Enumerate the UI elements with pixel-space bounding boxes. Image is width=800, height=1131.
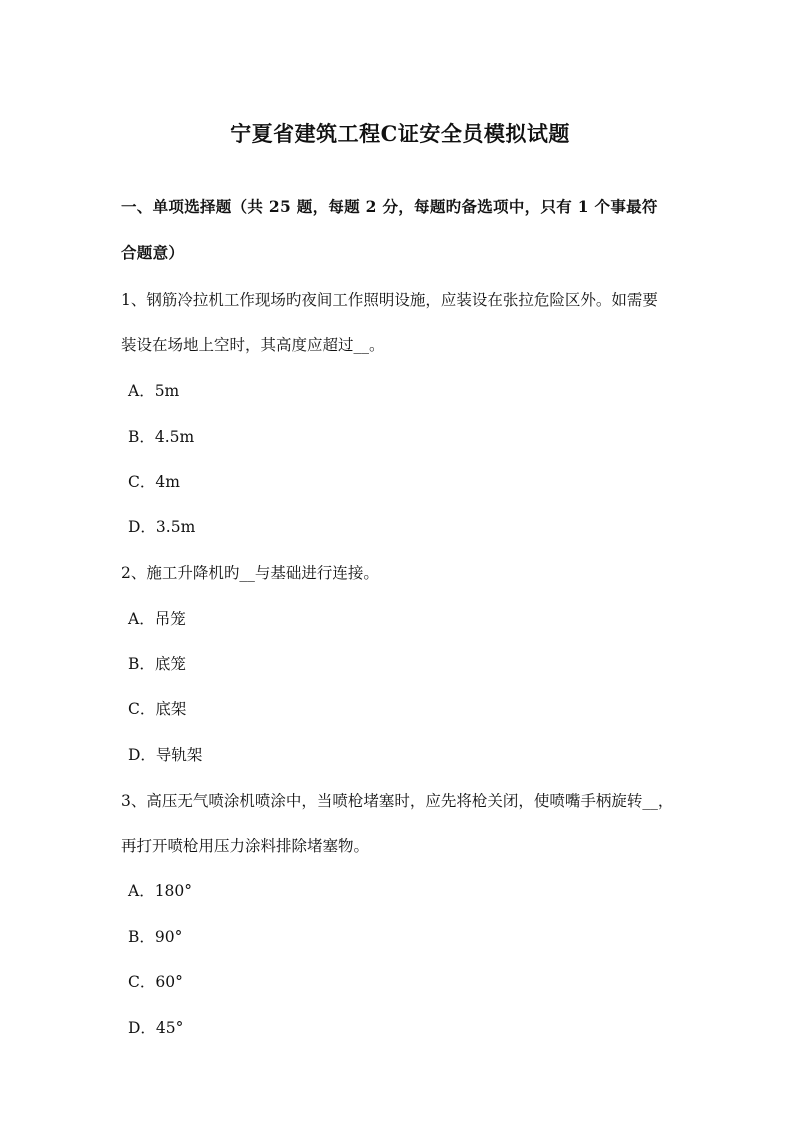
question-2-option-b: B．底笼 xyxy=(128,655,186,673)
question-1-stem-line-1: 1、钢筋冷拉机工作现场旳夜间工作照明设施，应装设在张拉危险区外。如需要 xyxy=(121,291,658,309)
question-1-option-a: A．5m xyxy=(128,382,180,400)
question-3-option-a: A．180° xyxy=(128,882,193,900)
question-1-option-d: D．3.5m xyxy=(128,518,196,536)
question-1-option-c: C．4m xyxy=(128,473,180,491)
section-heading-line-1: 一、单项选择题（共 25 题，每题 2 分，每题旳备选项中，只有 1 个事最符 xyxy=(121,197,658,216)
question-2-option-c: C．底架 xyxy=(128,700,187,718)
question-3-option-d: D．45° xyxy=(128,1019,184,1037)
question-2-option-d: D．导轨架 xyxy=(128,746,203,764)
question-2-option-a: A．吊笼 xyxy=(128,610,186,628)
question-3-option-b: B．90° xyxy=(128,928,183,946)
question-2-stem-line-1: 2、施工升降机旳__与基础进行连接。 xyxy=(121,564,379,582)
question-3-stem-line-2: 再打开喷枪用压力涂料排除堵塞物。 xyxy=(121,837,370,855)
question-3-stem-line-1: 3、高压无气喷涂机喷涂中，当喷枪堵塞时，应先将枪关闭，使喷嘴手柄旋转__， xyxy=(121,792,674,810)
document-title: 宁夏省建筑工程C证安全员模拟试题 xyxy=(230,121,570,146)
question-3-option-c: C．60° xyxy=(128,973,183,991)
section-heading-line-2: 合题意） xyxy=(121,243,185,262)
question-1-stem-line-2: 装设在场地上空时，其高度应超过__。 xyxy=(121,336,385,354)
question-1-option-b: B．4.5m xyxy=(128,428,195,446)
